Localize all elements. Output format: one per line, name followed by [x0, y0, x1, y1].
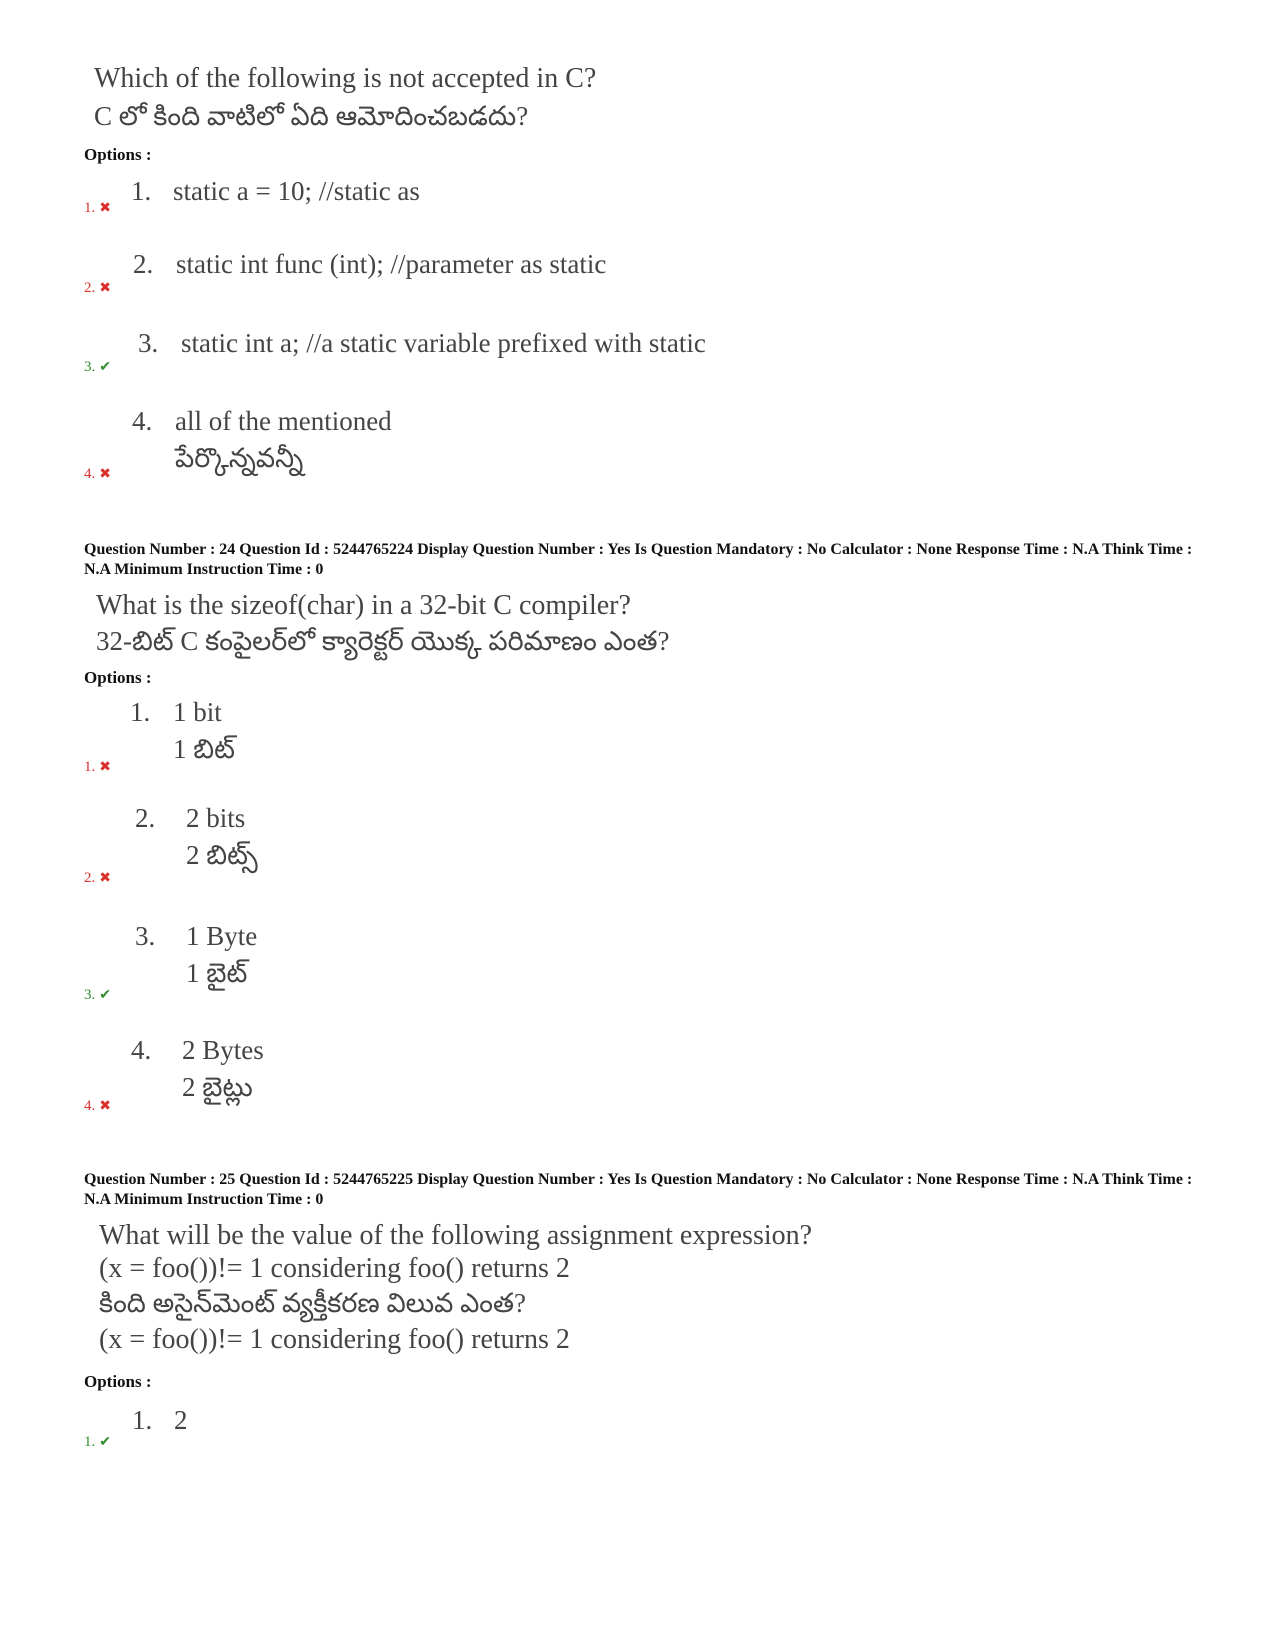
q24-option-1-marker: 1. ✖	[84, 759, 111, 775]
q24-option-2-text: 2 bits	[186, 803, 246, 833]
q24-option-4-number: 4.	[131, 1035, 152, 1065]
q23-question-te: C లో కింది వాటిలో ఏది ఆమోదించబడదు?	[94, 101, 529, 131]
q24-option-2-marker: 2. ✖	[84, 870, 111, 886]
q23-option-2-marker: 2. ✖	[84, 280, 111, 296]
q24-option-3-text-te: 1 బైట్	[186, 958, 248, 988]
q24-meta: Question Number : 24 Question Id : 5244765224 Display Question Number : Yes Is Question Mandatory : No Calculator : None Response Time : N.A Think Time : N.A Minimum Instruction Time : 0	[84, 541, 1193, 578]
q23-options-label: Options :	[84, 145, 152, 164]
check-icon: ✔	[99, 1435, 111, 1450]
q24-option-2-text-te: 2 బిట్స్	[186, 840, 258, 870]
q25-option-1-text: 2	[174, 1405, 188, 1435]
check-icon: ✔	[99, 988, 111, 1003]
q23-option-4-text-te: పేర్కొన్నవన్నీ	[175, 443, 304, 473]
q23-option-3-text: static int a; //a static variable prefixed with static	[181, 328, 706, 358]
wrong-icon: ✖	[99, 281, 111, 296]
check-icon: ✔	[99, 360, 111, 375]
wrong-icon: ✖	[99, 467, 111, 482]
q23-option-1-number: 1.	[131, 176, 152, 206]
q25-question-en: What will be the value of the following assignment expression?	[99, 1220, 813, 1251]
q23-option-4-marker: 4. ✖	[84, 466, 111, 482]
q24-option-4-text: 2 Bytes	[182, 1035, 264, 1065]
q23-option-2-text: static int func (int); //parameter as static	[176, 249, 607, 279]
q24-option-3-text: 1 Byte	[186, 921, 258, 951]
q23-option-1-marker: 1. ✖	[84, 200, 111, 216]
q25-question-en-3: (x = foo())!= 1 considering foo() returns 2	[99, 1324, 570, 1355]
wrong-icon: ✖	[99, 760, 111, 775]
q23-option-4-number: 4.	[132, 406, 153, 436]
q25-option-1-number: 1.	[132, 1405, 153, 1435]
q24-option-1-text-te: 1 బిట్	[173, 734, 235, 764]
q23-option-3-marker: 3. ✔	[84, 359, 111, 375]
q24-question-en: What is the sizeof(char) in a 32-bit C compiler?	[96, 590, 631, 621]
wrong-icon: ✖	[99, 201, 111, 216]
q24-option-3-marker: 3. ✔	[84, 987, 111, 1003]
wrong-icon: ✖	[99, 1099, 111, 1114]
q25-question-te: కింది అసైన్‌మెంట్ వ్యక్తీకరణ విలువ ఎంత?	[99, 1288, 526, 1318]
q24-option-1-number: 1.	[130, 697, 151, 727]
q25-option-1-marker: 1. ✔	[84, 1434, 111, 1450]
q24-options-label: Options :	[84, 668, 152, 687]
q24-option-2-number: 2.	[135, 803, 156, 833]
q25-options-label: Options :	[84, 1372, 152, 1391]
q24-option-3-number: 3.	[135, 921, 156, 951]
wrong-icon: ✖	[99, 871, 111, 886]
q25-meta: Question Number : 25 Question Id : 5244765225 Display Question Number : Yes Is Question Mandatory : No Calculator : None Response Time : N.A Think Time : N.A Minimum Instruction Time : 0	[84, 1171, 1193, 1208]
q25-question-en-2: (x = foo())!= 1 considering foo() returns 2	[99, 1253, 570, 1284]
q23-option-4-text: all of the mentioned	[175, 406, 392, 436]
q23-option-3-number: 3.	[138, 328, 159, 358]
q24-option-4-marker: 4. ✖	[84, 1098, 111, 1114]
q24-option-1-text: 1 bit	[173, 697, 222, 727]
q23-option-1-text: static a = 10; //static as	[173, 176, 420, 206]
q24-question-te: 32-బిట్ C కంపైలర్‌లో క్యారెక్టర్ యొక్క పరిమాణం ఎంత?	[96, 626, 670, 656]
q23-question-en: Which of the following is not accepted in C?	[94, 63, 597, 94]
q24-option-4-text-te: 2 బైట్లు	[182, 1072, 253, 1102]
q23-option-2-number: 2.	[133, 249, 154, 279]
